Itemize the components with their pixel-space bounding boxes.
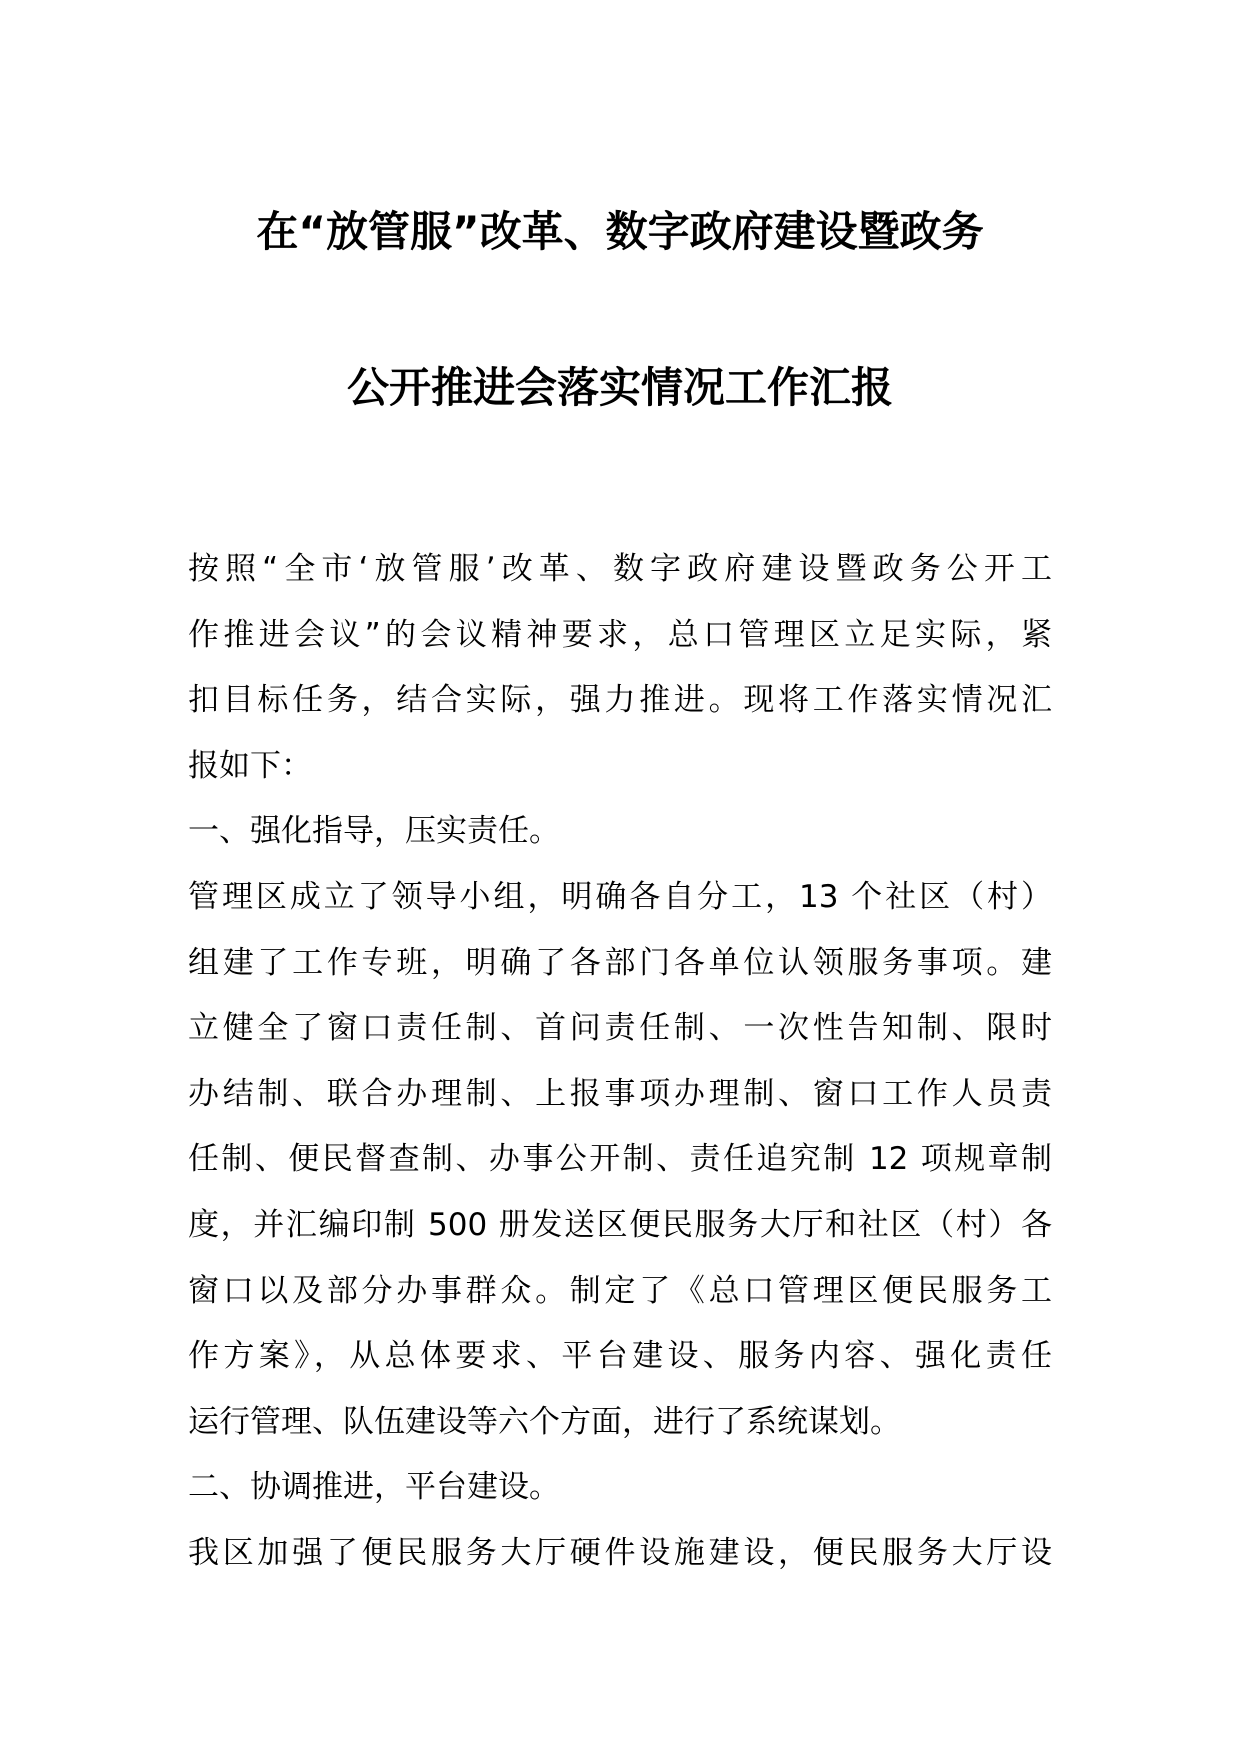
body-line: 立健全了窗口责任制、首问责任制、一次性告知制、限时 <box>188 1010 1052 1047</box>
body-line: 作方案》，从总体要求、平台建设、服务内容、强化责任 <box>188 1338 1052 1375</box>
section-heading-1: 一、强化指导，压实责任。 <box>188 813 560 850</box>
body-line: 窗口以及部分办事群众。制定了《总口管理区便民服务工 <box>188 1272 1052 1309</box>
section-heading-2: 二、协调推进，平台建设。 <box>188 1469 560 1506</box>
body-line: 组建了工作专班，明确了各部门各单位认领服务事项。建 <box>188 944 1052 981</box>
body-line: 办结制、联合办理制、上报事项办理制、窗口工作人员责 <box>188 1075 1052 1112</box>
body-line: 度，并汇编印制 500 册发送区便民服务大厅和社区（村）各 <box>188 1206 1052 1243</box>
body-line: 我区加强了便民服务大厅硬件设施建设，便民服务大厅设 <box>188 1534 1052 1571</box>
body-line: 按照“全市‘放管服’改革、数字政府建设暨政务公开工 <box>188 551 1052 587</box>
body-line: 报如下： <box>188 747 312 784</box>
document-title-line-1: 在“放管服”改革、数字政府建设暨政务 <box>256 207 984 256</box>
body-line: 管理区成立了领导小组，明确各自分工，13 个社区（村） <box>188 878 1052 915</box>
body-line: 任制、便民督查制、办事公开制、责任追究制 12 项规章制 <box>188 1141 1052 1178</box>
document-title-line-2: 公开推进会落实情况工作汇报 <box>346 363 893 412</box>
body-line: 作推进会议”的会议精神要求，总口管理区立足实际，紧 <box>188 616 1052 653</box>
body-line: 扣目标任务，结合实际，强力推进。现将工作落实情况汇 <box>188 682 1052 719</box>
document-body <box>188 537 1052 1587</box>
body-line: 运行管理、队伍建设等六个方面，进行了系统谋划。 <box>188 1403 901 1440</box>
